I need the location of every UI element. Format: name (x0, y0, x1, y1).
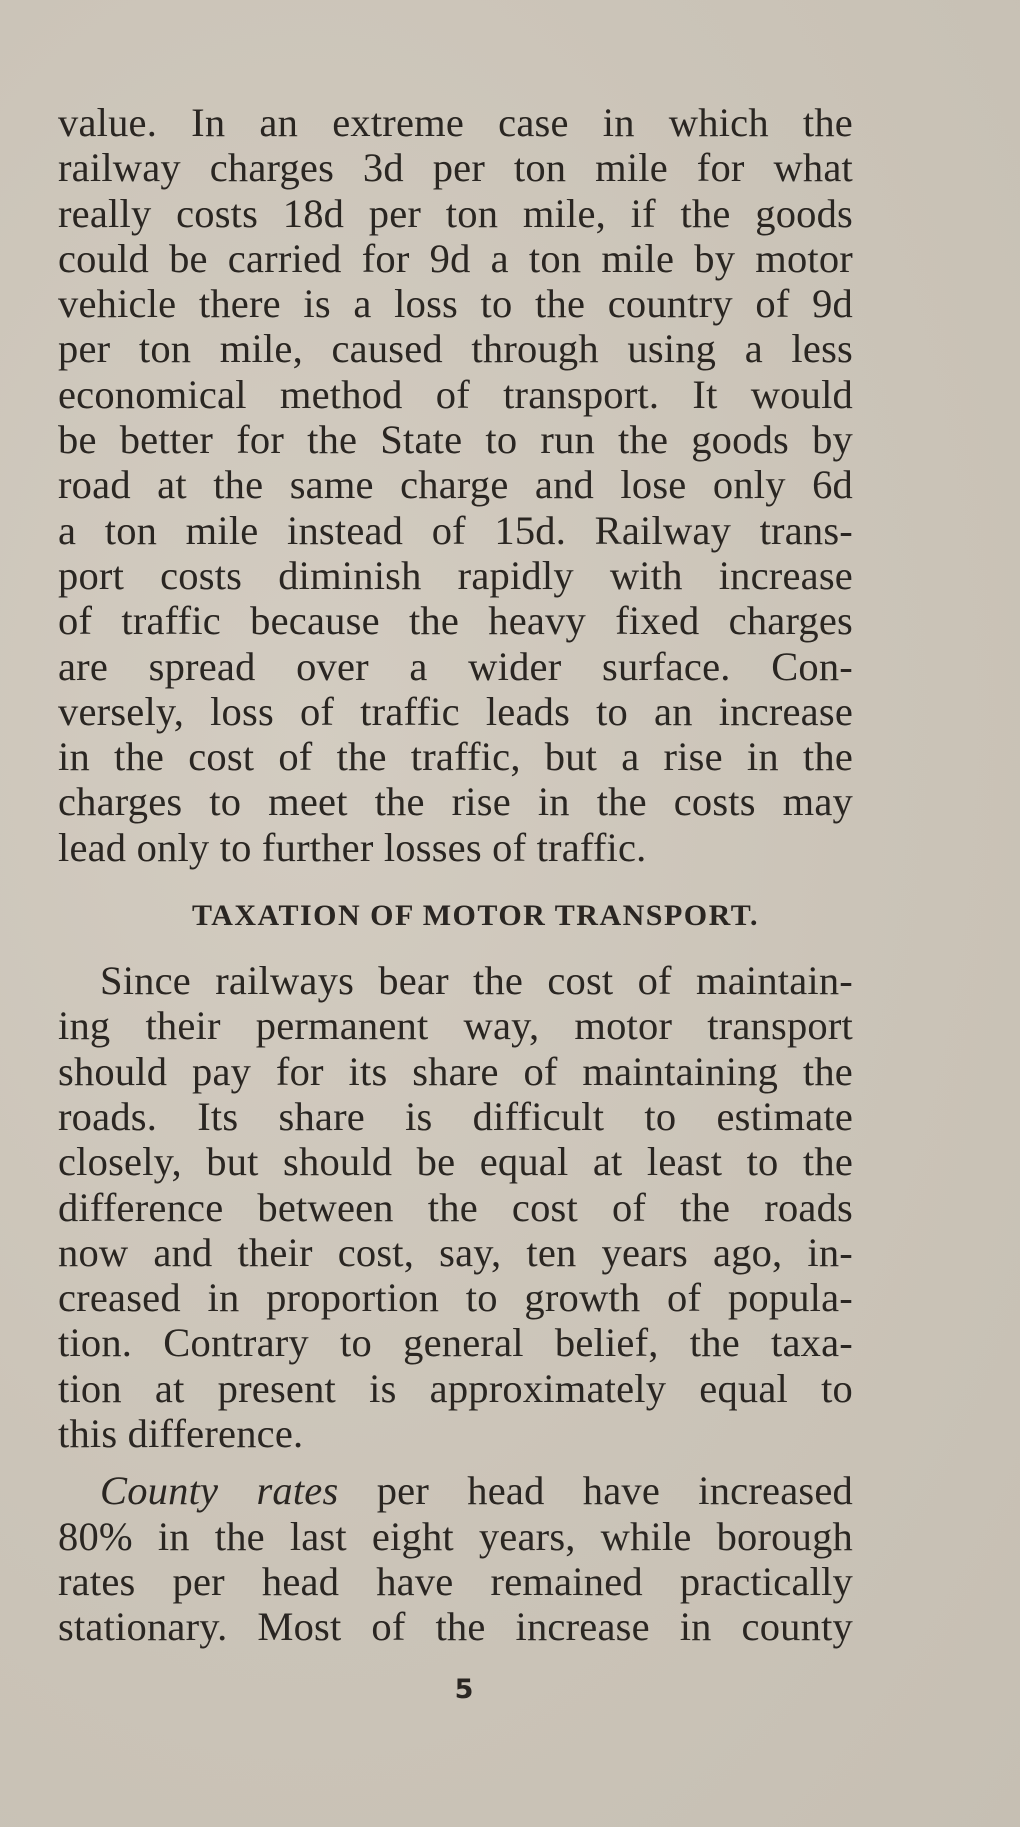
paragraph-railway-costs (58, 100, 853, 870)
text-line: versely, loss of traffic leads to an increase (58, 688, 853, 734)
text-line: be better for the State to run the goods by (58, 417, 853, 463)
text-line: tion. Contrary to general belief, the taxa- (58, 1320, 853, 1366)
text-line: port costs diminish rapidly with increase (58, 552, 853, 598)
paragraph-motor-taxation (58, 958, 853, 1456)
section-heading: TAXATION OF MOTOR TRANSPORT. (191, 899, 760, 933)
text-line: now and their cost, say, ten years ago, in- (58, 1229, 853, 1275)
text-line: tion at present is approximately equal to (58, 1365, 853, 1411)
text-line: could be carried for 9d a ton mile by motor (58, 235, 853, 281)
text-line: of traffic because the heavy fixed charges (58, 598, 853, 644)
text-line: should pay for its share of maintaining the (58, 1048, 853, 1094)
text-line: per ton mile, caused through using a less (58, 326, 853, 372)
text-line: a ton mile instead of 15d. Railway trans- (58, 507, 853, 553)
text-line: ing their permanent way, motor transport (58, 1003, 853, 1049)
text-line: economical method of transport. It would (58, 371, 853, 417)
text-line: difference between the cost of the roads (58, 1184, 853, 1230)
text-line: lead only to further losses of traffic. (58, 824, 647, 870)
text-line: stationary. Most of the increase in county (58, 1604, 853, 1650)
text-line: value. In an extreme case in which the (58, 100, 853, 145)
text-line: in the cost of the traffic, but a rise in the (58, 734, 853, 780)
text-line: creased in proportion to growth of popula- (58, 1275, 853, 1321)
text-line: really costs 18d per ton mile, if the goods (58, 190, 853, 236)
text-line: this difference. (58, 1411, 304, 1457)
italic-lead: County rates (100, 1468, 339, 1514)
paragraph-county-rates (58, 1468, 853, 1649)
text-line: railway charges 3d per ton mile for what (58, 145, 853, 191)
text-line: are spread over a wider surface. Con- (58, 643, 853, 689)
text-line: vehicle there is a loss to the country of 9d (58, 281, 853, 327)
page-number: 5 (454, 1674, 474, 1705)
text-line: Since railways bear the cost of maintain- (100, 958, 853, 1004)
document-page (58, 100, 853, 1650)
text-line: road at the same charge and lose only 6d (58, 462, 853, 508)
text-line: roads. Its share is difficult to estimate (58, 1093, 853, 1139)
text-line: rates per head have remained practically (58, 1558, 853, 1604)
text-line: 80% in the last eight years, while borough (58, 1513, 853, 1559)
paragraph-gap (58, 1456, 853, 1468)
text-line: closely, but should be equal at least to the (58, 1139, 853, 1185)
text-fragment: per head have increased (338, 1468, 853, 1514)
text-line (58, 1468, 853, 1513)
text-line: charges to meet the rise in the costs may (58, 779, 853, 825)
